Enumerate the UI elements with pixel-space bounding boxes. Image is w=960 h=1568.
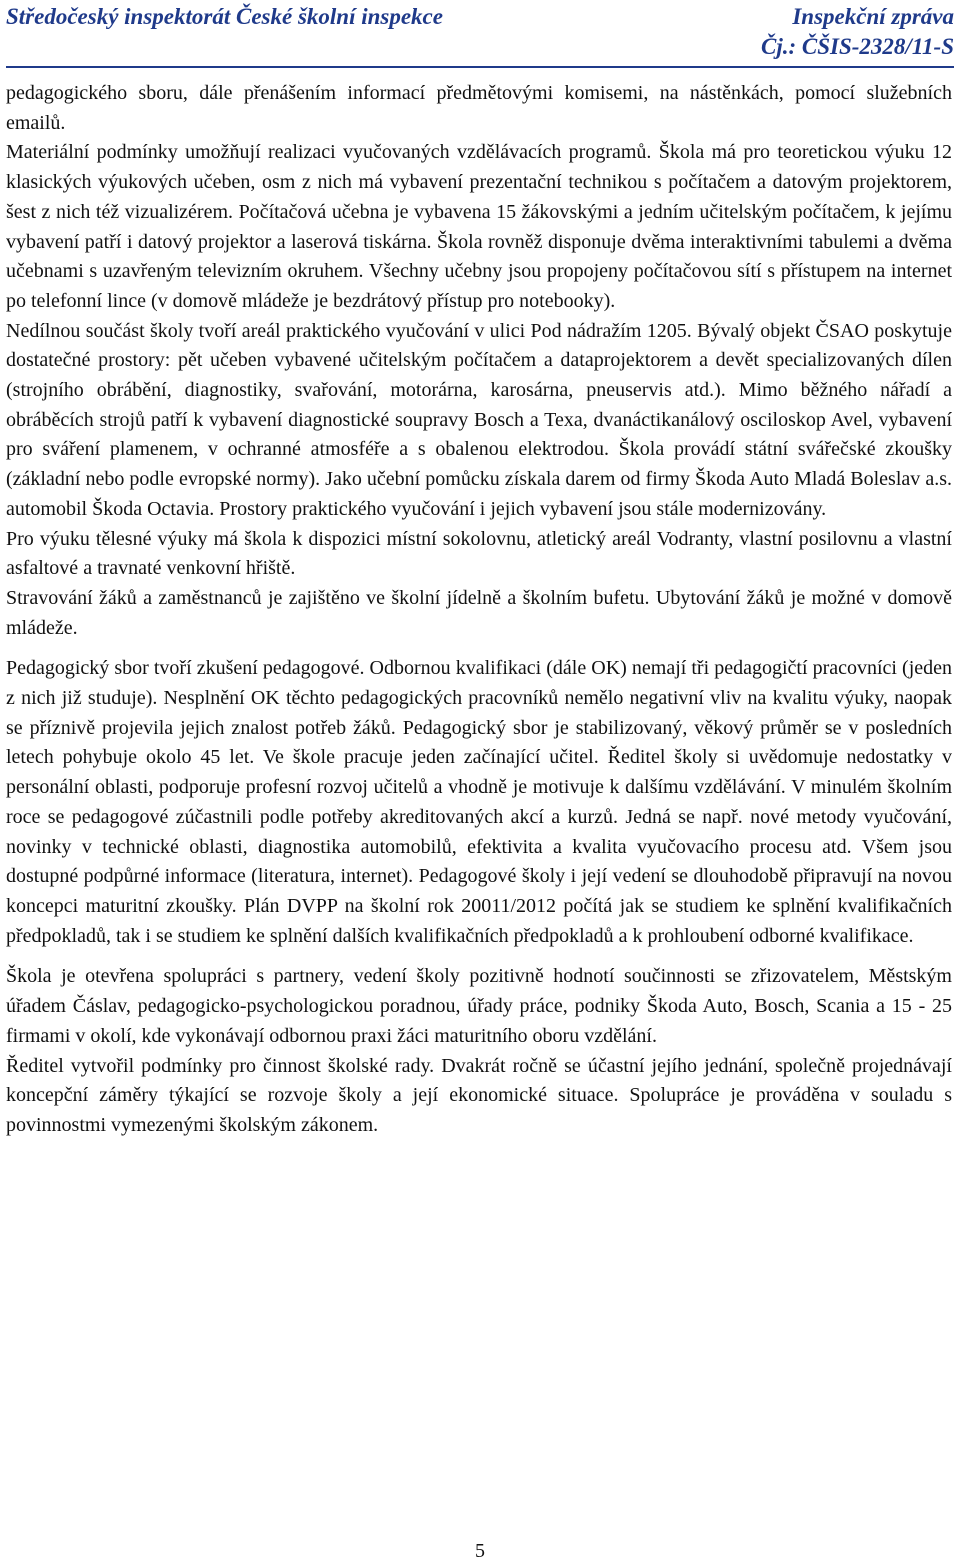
header-organization: Středočeský inspektorát České školní inspekce [6,4,443,29]
page-number: 5 [475,1540,485,1562]
paragraph-gap [6,643,952,654]
paragraph: Pedagogický sbor tvoří zkušení pedagogové. Odbornou kvalifikaci (dále OK) nemají tři pedagogičtí pracovníci (jeden z nich již studuje). Nesplnění OK těchto pedagogických pracovníků nemělo negativní vliv na kvalitu výuky, naopak se příznivě projevila jejich znalost potřeb žáků. Pedagogický sbor je stabilizovaný, věkový průměr se v posledních letech pohybuje okolo 45 let. Ve škole pracuje jeden začínající učitel. Ředitel školy si uvědomuje nedostatky v personální oblasti, podporuje profesní rozvoj učitelů a vhodně je motivuje k dalšímu vzdělávání. V minulém školním roce se pedagogové zúčastnili podle potřeby akreditovaných akcí a kurzů. Jedná se např. nové metody vyučování, novinky v technické oblasti, diagnostika automobilů, efektivita a kvalita vyučovacího procesu atd. Všem jsou dostupné podpůrné informace (literatura, internet). Pedagogové školy i její vedení se dlouhodobě připravují na novou koncepci maturitní zkoušky. Plán DVPP na školní rok 20011/2012 počítá jak se studiem ke splnění kvalifikačních předpokladů, tak i se studiem ke splnění dalších kvalifikačních předpokladů a k prohloubení odborné kvalifikace. [6,657,952,947]
header-right-block [761,2,954,62]
paragraph: Materiální podmínky umožňují realizaci vyučovaných vzdělávacích programů. Škola má pro teoretickou výuku 12 klasických výukových učeben, osm z nich má vybavení prezentační technikou s počítačem a datovým projektorem, šest z nich též vizualizérem. Počítačová učebna je vybavena 15 žákovskými a jedním učitelským počítačem, k jejímu vybavení patří i datový projektor a laserová tiskárna. Škola rovněž disponuje dvěma interaktivními tabulemi a dvěma učebnami s uzavřeným televizním okruhem. Všechny učebny jsou propojeny počítačovou sítí s přístupem na internet po telefonní lince (v domově mládeže je bezdrátový přístup pro notebooky). [6,141,952,312]
paragraph: Pro výuku tělesné výuky má škola k dispozici místní sokolovnu, atletický areál Vodranty, vlastní posilovnu a vlastní asfaltové a travnaté venkovní hřiště. [6,527,952,580]
paragraph: Ředitel vytvořil podmínky pro činnost školské rady. Dvakrát ročně se účastní jejího jednání, společně projednávají koncepční záměry týkající se rozvoje školy a její ekonomické situace. Spolupráce je prováděna v souladu s povinnostmi vymezenými školským zákonem. [6,1054,952,1136]
header-document-type: Inspekční zpráva [792,4,954,29]
paragraph: Škola je otevřena spolupráci s partnery, vedení školy pozitivně hodnotí součinnosti se zřizovatelem, Městským úřadem Čáslav, pedagogicko-psychologickou poradnou, úřady práce, podniky Škoda Auto, Bosch, Scania a 15 - 25 firmami v okolí, kde vykonávají odbornou praxi žáci maturitního oboru vzdělání. [6,965,952,1047]
paragraph-gap [6,951,952,962]
paragraph: Stravování žáků a zaměstnanců je zajištěno ve školní jídelně a školním bufetu. Ubytování žáků je možné v domově mládeže. [6,586,952,639]
paragraph: Nedílnou součást školy tvoří areál praktického vyučování v ulici Pod nádražím 1205. Bývalý objekt ČSAO poskytuje dostatečné prostory: pět učeben vybavené učitelským počítačem a dataprojektorem a devět specializovaných dílen (strojního obrábění, diagnostiky, svařování, motorárna, karosárna, pneuservis atd.). Mimo běžného nářadí a obráběcích strojů patří k vybavení diagnostické soupravy Bosch a Texa, dvanáctikanálový osciloskop Avel, vybavení pro sváření plamenem, v ochranné atmosféře a s obalenou elektrodou. Škola provádí státní svářečské zkoušky (základní nebo podle evropské normy). Jako učební pomůcku získala darem od firmy Škoda Auto Mladá Boleslav a.s. automobil Škoda Octavia. Prostory praktického vyučování i jejich vybavení jsou stále modernizovány. [6,319,952,520]
page-header [6,2,954,66]
header-reference-number: Čj.: ČŠIS-2328/11-S [761,34,954,59]
header-divider [6,66,954,68]
paragraph: pedagogického sboru, dále přenášením informací předmětovými komisemi, na nástěnkách, pomocí služebních emailů. [6,82,952,134]
document-body [6,79,952,1141]
